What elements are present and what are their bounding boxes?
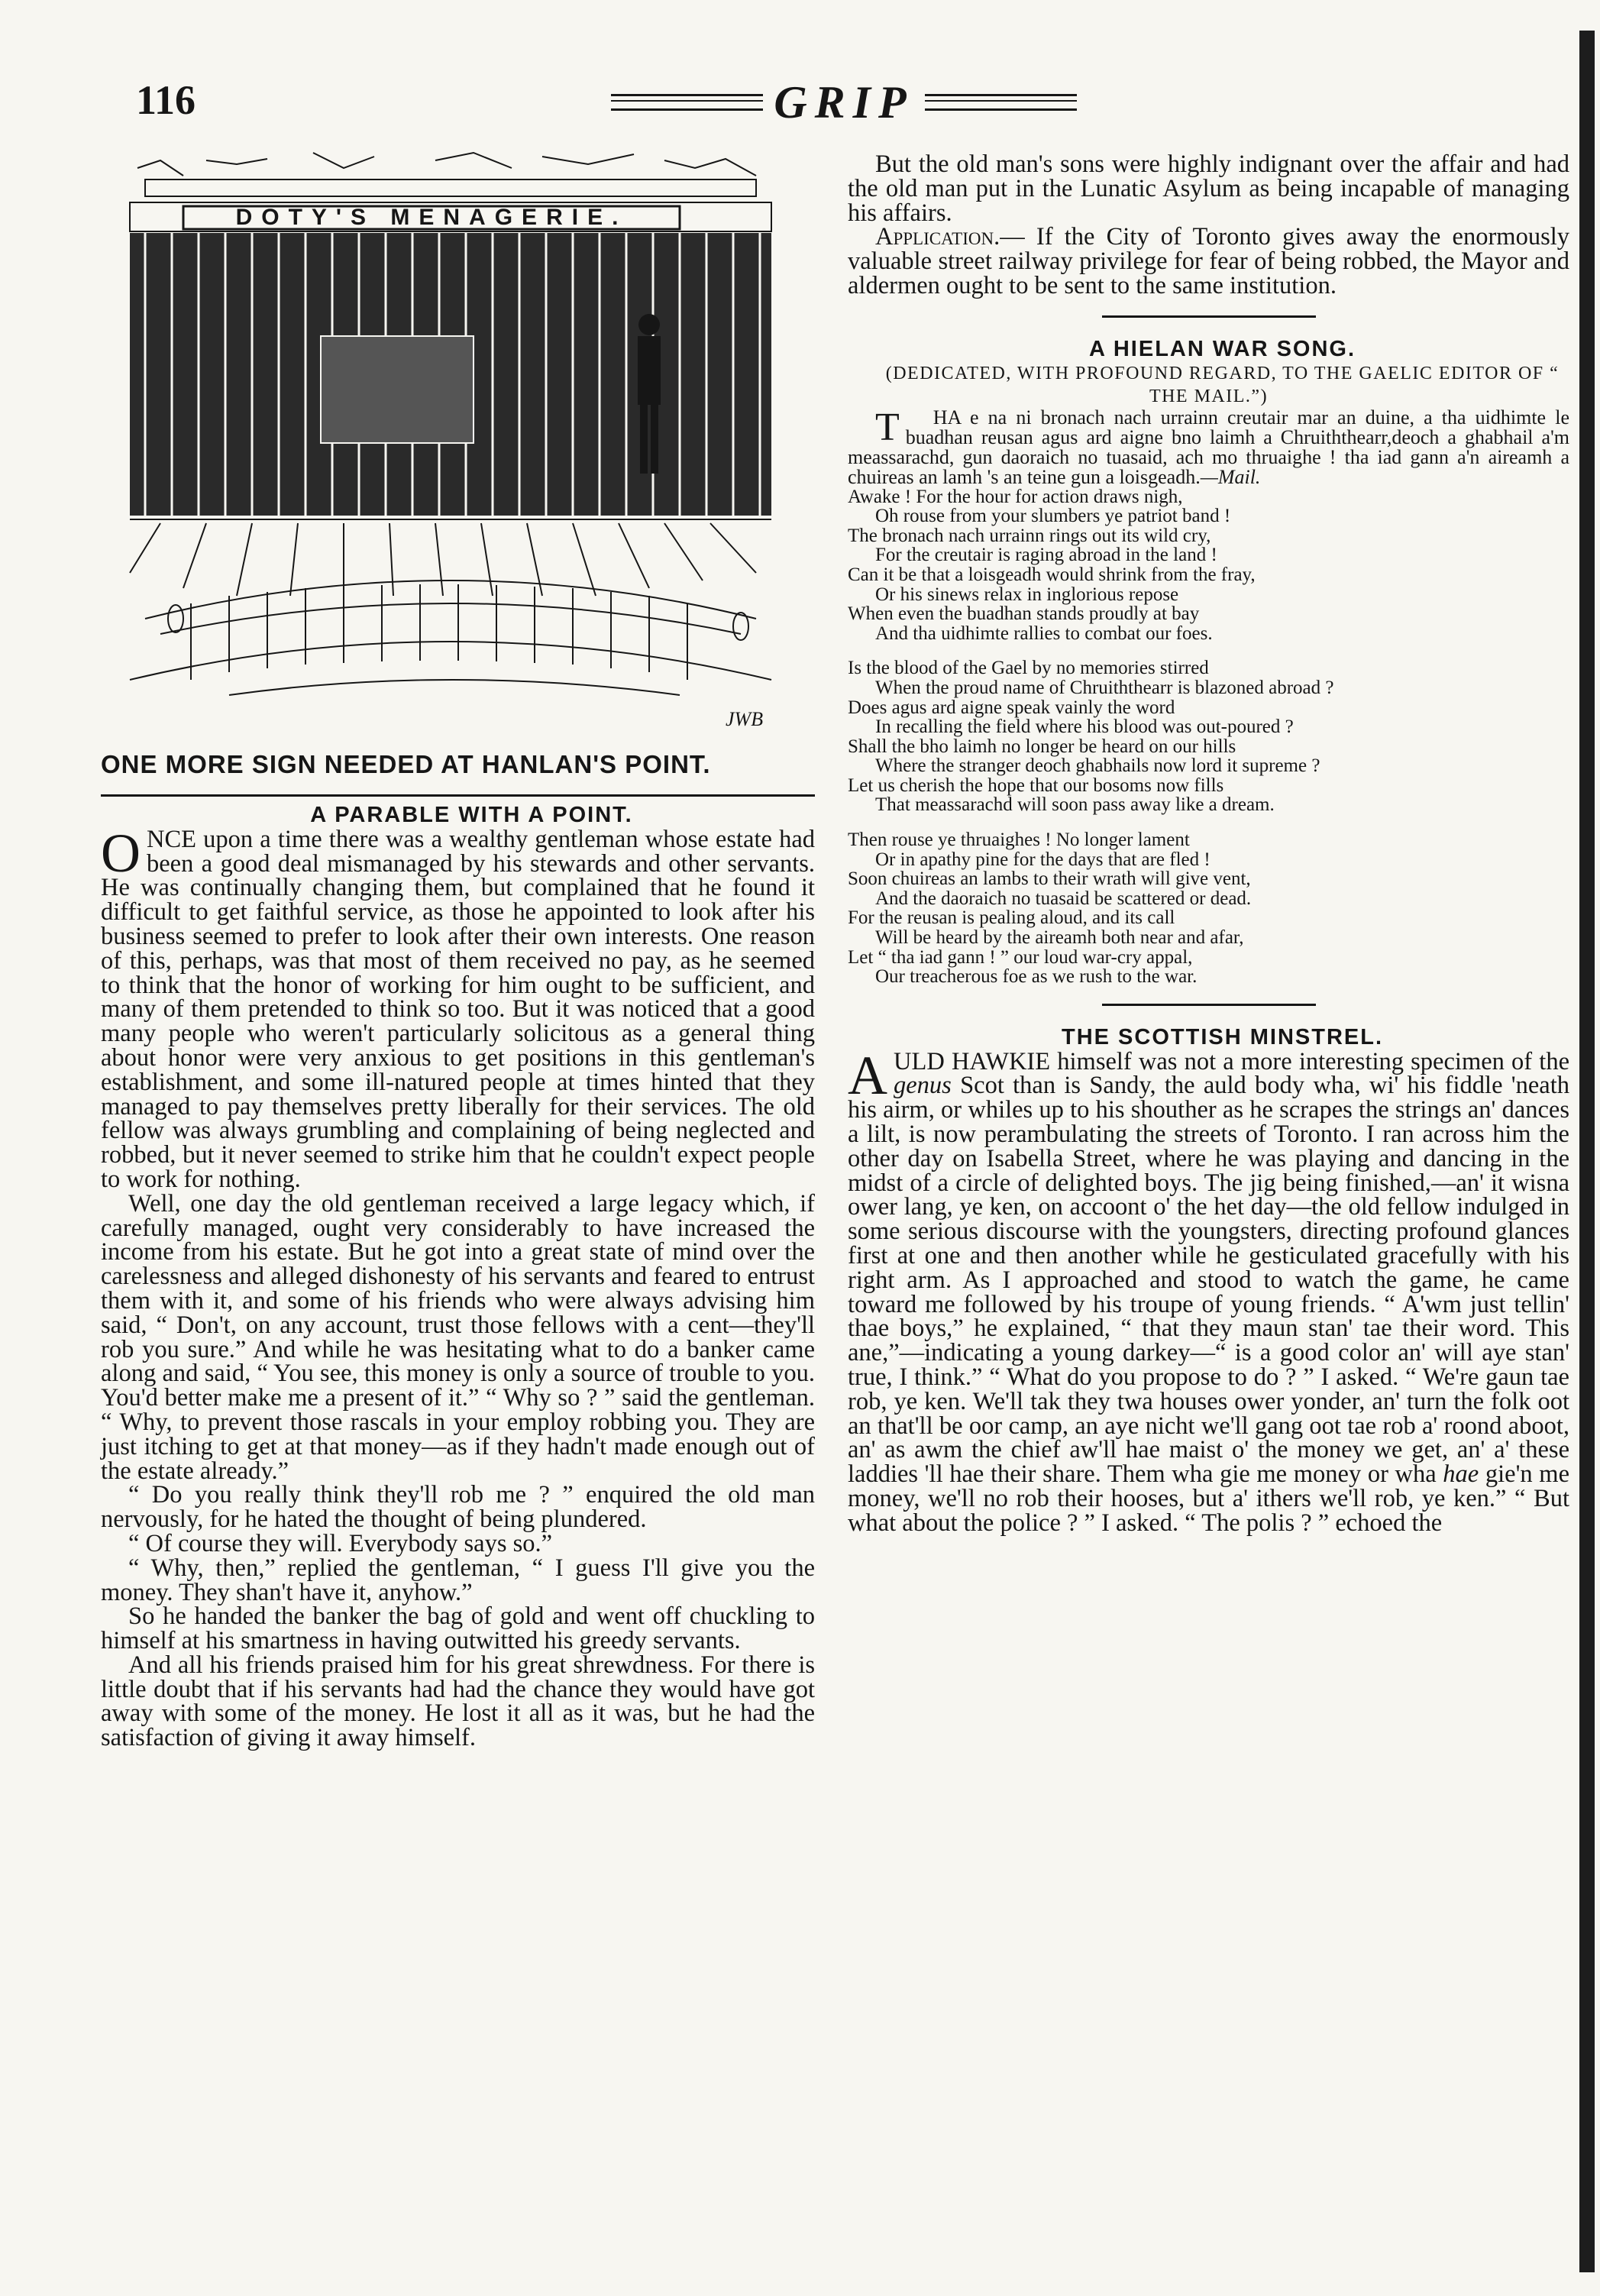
application-text: — If the City of Toronto gives away the enormously valuable street railway privilege for fear of being robbed, the Mayor and aldermen ought to be sent to the same institution.	[848, 223, 1569, 299]
poem-line: When even the buadhan stands proudly at bay	[848, 603, 1200, 625]
war-song-title: A HIELAN WAR SONG.	[1088, 336, 1356, 361]
floor-lines	[130, 519, 771, 695]
seal-figure-left	[168, 605, 183, 632]
masthead	[611, 76, 1077, 128]
minstrel-title: THE SCOTTISH MINSTREL.	[1062, 1024, 1383, 1049]
cage-window	[321, 336, 474, 443]
parable-paragraph-5: “ Why, then,” replied the gentleman, “ I guess I'll give you the money. They shan't have it, anyhow.”	[101, 1554, 815, 1606]
parable-paragraph-4: “ Of course they will. Everybody says so.”	[128, 1529, 553, 1557]
poem-line: Oh rouse from your slumbers ye patriot band !	[875, 506, 1231, 527]
parable-paragraph-8: But the old man's sons were highly indignant over the affair and had the old man put in the Lunatic Asylum as being incapable of managing his affairs.	[848, 150, 1569, 227]
masthead-rule-left	[611, 94, 763, 111]
poem-line: The bronach nach urrainn rings out its wild cry,	[848, 525, 1211, 546]
poem-line: Awake ! For the hour for action draws nigh,	[848, 486, 1183, 507]
poem-line: Is the blood of the Gael by no memories stirred	[848, 658, 1209, 679]
poem-line: Our treacherous foe as we rush to the war.	[875, 966, 1198, 988]
caption-rule	[101, 794, 815, 797]
seal-figure-right	[733, 613, 748, 640]
parable-paragraph-3: “ Do you really think they'll rob me ? ” enquired the old man nervously, for he hated the thought of being plundered.	[101, 1481, 815, 1534]
war-song-dedication: (DEDICATED, WITH PROFOUND REGARD, TO THE GAELIC EDITOR OF “ THE MAIL.”)	[885, 363, 1560, 406]
poem-line: For the reusan is pealing aloud, and its call	[848, 907, 1175, 929]
poem-line: Or in apathy pine for the days that are fled !	[875, 849, 1211, 870]
war-song-intro: T HA e na ni bronach nach urrainn creutair mar an duine, a tha uidhimte le buadhan reusan agus ard aigne bno laimh a Chruiththearr,deoch a ghabhail a'm meassarachd, gun daoraich no tuasaid, ach mo thruaighe ! tha iad gann a'n aireamh a chuireas an lamh 's an teine gun a loisgeadh.—Mail.	[848, 405, 1569, 488]
menagerie-cartoon	[115, 145, 787, 733]
parable-paragraph-1: ONCE upon a time there was a wealthy gentleman whose estate had been a good deal mismanaged by his stewards and other servants. He was continually changing them, but complained that he found it difficult to get faithful service, as those he appointed to look after his business seemed to prefer to look after their own interests. One reason of this, perhaps, was that most of them received no pay, as he seemed to think that the honor of working for him ought to be sufficient, and many of them pretended to think so too. But it was noticed that a good many people who weren't particularly solicitous as a general thing about honor were very anxious to get positions in this gentleman's establishment, and some ill-natured people at times hinted that they managed to pay themselves pretty liberally for their services. The old fellow was always grumbling and complaining of being neglected and robbed, but it never seemed to strike him that he couldn't expect people to work for nothing.	[101, 822, 815, 1193]
masthead-rule-right	[925, 94, 1077, 111]
parable-paragraph-6: So he handed the banker the bag of gold and went off chuckling to himself at his smartness in having outwitted his greedy servants.	[101, 1602, 815, 1655]
parable-paragraph-2: Well, one day the old gentleman received a large legacy which, if carefully managed, ought very considerably to have increased the income from his estate. But he got into a great state of mind over the carelessness and alleged dishonesty of his servants and feared to entrust them with it, and some of his friends who were always advising him said, “ Don't, on any account, trust those fellows with a cent—they'll rob you sure.” And while he was hesitating what to do a banker came along and said, “ You see, this money is only a source of trouble to you. You'd better make me a present of it.” “ Why so ? ” said the gentleman. “ Why, to prevent those rascals in your employ robbing you. They are just itching to get at that money—as if they hadn't made enough out of the estate already.”	[101, 1189, 815, 1485]
parable-dropcap: O	[101, 822, 141, 884]
poem-line: In recalling the field where his blood was out-poured ?	[875, 716, 1294, 738]
parable-paragraph-7: And all his friends praised him for his great shrewdness. For there is little doubt that if his servants had had the chance they would have got away with some of the money. He lost it all as it was, but he had the satisfaction of giving it away himself.	[101, 1651, 815, 1752]
poem-line: Or his sinews relax in inglorious repose	[875, 584, 1179, 605]
page-number: 116	[136, 77, 196, 123]
cartoon-caption: ONE MORE SIGN NEEDED AT HANLAN'S POINT.	[101, 750, 711, 778]
poem-line: Does agus ard aigne speak vainly the word	[848, 697, 1175, 718]
parable-application	[848, 225, 1569, 298]
poem-line: Shall the bho laimh no longer be heard on our hills	[848, 736, 1236, 757]
poem-line: When the proud name of Chruiththearr is blazoned abroad ?	[875, 677, 1334, 698]
poem-line: Soon chuireas an lambs to their wrath will give vent,	[848, 868, 1251, 890]
menagerie-sign-text: DOTY'S MENAGERIE.	[235, 205, 628, 230]
poem-line: That meassarachd will soon pass away like a dream.	[875, 794, 1275, 816]
war-song-stanza-2	[848, 658, 1569, 815]
poem-line: For the creutair is raging abroad in the land !	[875, 545, 1217, 566]
minstrel-paragraph: AULD HAWKIE himself was not a more interesting specimen of the genus Scot than is Sandy, the auld body wha, wi' his fiddle 'neath his airm, or whiles up to his shouther as he scrapes the strings an' dances a lilt, is now perambulating the streets of Toronto. I ran across him the other day on Isabella Street, where he was playing and dancing in the midst of a circle of delighted boys. The jig being finished,—an' it wisna ower lang, ye ken, on accoont o' the het day—the old fellow indulged in some serious discourse with the youngsters, directing profound glances first at one and then another while he gesticulated gracefully with his right arm. As I approached and stood to watch the game, he came toward me followed by his troupe of young friends. “ A'wm just tellin' thae boys,” he explained, “ that they maun stan' tae their word. This ane,”—indicating a young darkey—“ is a good color an' will aye stan' true, I think.” “ What do you propose to do ? ” I asked. “ We're gaun tae rob, ye ken. We'll tak they twa houses ower yonder, an' turn the folk oot an that'll be oor camp, an aye nicht we'll gang oot tae rob a' roond aboot, an' as awm the chief aw'll hae maist o' the money we get, an' a' these laddies 'll hae their share. Them wha gie me money or wha hae gie'n me money, we'll no rob their hooses, but a' ithers we'll rob, ye ken.” “ But what about the police ? ” I asked. “ The polis ? ” echoed the	[848, 1044, 1570, 1537]
war-song-stanza-1	[848, 487, 1569, 644]
left-column	[101, 804, 815, 1751]
war-song-dropcap: T	[875, 405, 900, 449]
masthead-title: GRIP	[774, 76, 914, 128]
artist-signature: JWB	[726, 708, 764, 730]
poem-line: Let “ tha iad gann ! ” our loud war-cry appal,	[848, 946, 1193, 968]
section-rule-2	[1102, 1004, 1316, 1006]
war-song-source: —Mail.	[1200, 465, 1261, 488]
minstrel-dropcap: A	[848, 1044, 887, 1106]
poem-line: And the daoraich no tuasaid be scattered or dead.	[875, 888, 1252, 909]
right-column	[848, 150, 1570, 1537]
parable-title: A PARABLE WITH A POINT.	[310, 803, 633, 827]
war-song-stanza-3	[848, 830, 1569, 987]
page-edge-bar	[1579, 31, 1595, 2272]
poem-line: Then rouse ye thruaighes ! No longer lament	[848, 829, 1190, 851]
application-label: Application.	[875, 223, 1000, 251]
poem-line: Let us cherish the hope that our bosoms now fills	[848, 774, 1224, 796]
poem-line: And tha uidhimte rallies to combat our foes.	[875, 623, 1213, 644]
poem-line: Can it be that a loisgeadh would shrink from the fray,	[848, 564, 1256, 585]
section-rule-1	[1102, 315, 1316, 318]
poem-line: Where the stranger deoch ghabhails now lord it supreme ?	[875, 755, 1320, 777]
poem-line: Will be heard by the aireamh both near and afar,	[875, 927, 1244, 949]
